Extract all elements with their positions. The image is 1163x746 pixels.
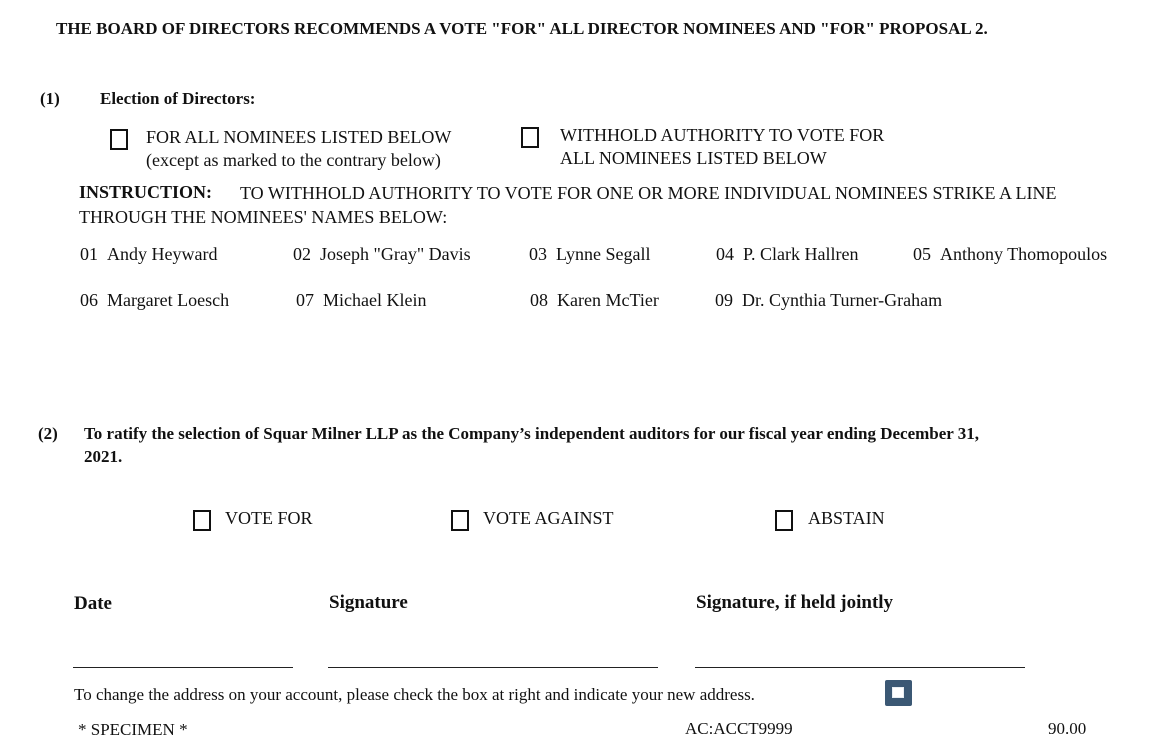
nominee-name: Margaret Loesch	[107, 290, 230, 310]
proposal-1-number: (1)	[40, 89, 60, 108]
signature-label: Signature	[329, 592, 408, 613]
nominee-number: 04	[716, 244, 734, 264]
nominee-01	[80, 244, 217, 265]
joint-signature-label: Signature, if held jointly	[696, 592, 894, 613]
nominee-number: 08	[530, 290, 548, 310]
nominee-07	[296, 290, 426, 311]
instruction-text-continued: THROUGH THE NOMINEES' NAMES BELOW:	[79, 207, 448, 227]
for-all-nominees-label: FOR ALL NOMINEES LISTED BELOW	[146, 127, 452, 147]
checkbox-square-icon	[892, 687, 904, 698]
nominee-09	[715, 290, 942, 311]
nominee-name: Lynne Segall	[556, 244, 651, 264]
withhold-authority-label: WITHHOLD AUTHORITY TO VOTE FOR	[560, 125, 885, 145]
proposal-2-text: To ratify the selection of Squar Milner LLP as the Company’s independent auditors for our fiscal year ending December 31,	[84, 424, 980, 443]
vote-for-label: VOTE FOR	[225, 508, 313, 528]
abstain-label: ABSTAIN	[808, 508, 885, 528]
for-all-nominees-checkbox[interactable]	[110, 129, 128, 150]
proposal-1-title: Election of Directors:	[100, 89, 256, 108]
nominee-number: 01	[80, 244, 98, 264]
specimen-label: * SPECIMEN *	[78, 720, 188, 739]
signature-line[interactable]	[328, 667, 658, 668]
proposal-2-number: (2)	[38, 424, 58, 443]
nominee-number: 07	[296, 290, 314, 310]
nominee-name: P. Clark Hallren	[743, 244, 859, 264]
nominee-name: Dr. Cynthia Turner-Graham	[742, 290, 943, 310]
nominee-04	[716, 244, 858, 265]
instruction-label: INSTRUCTION:	[79, 182, 213, 202]
joint-signature-line[interactable]	[695, 667, 1025, 668]
date-label: Date	[74, 593, 112, 614]
nominee-number: 05	[913, 244, 931, 264]
proposal-2-text-continued: 2021.	[84, 447, 123, 466]
board-recommendation: THE BOARD OF DIRECTORS RECOMMENDS A VOTE "FOR" ALL DIRECTOR NOMINEES AND "FOR" PROPOSAL 2.	[56, 19, 988, 38]
date-line[interactable]	[73, 667, 293, 668]
nominee-name: Michael Klein	[323, 290, 427, 310]
vote-for-checkbox[interactable]	[193, 510, 211, 531]
nominee-name: Joseph "Gray" Davis	[320, 244, 471, 264]
nominee-number: 02	[293, 244, 311, 264]
abstain-checkbox[interactable]	[775, 510, 793, 531]
withhold-authority-checkbox[interactable]	[521, 127, 539, 148]
nominee-05	[913, 244, 1107, 265]
nominee-06	[80, 290, 229, 311]
vote-against-checkbox[interactable]	[451, 510, 469, 531]
nominee-number: 03	[529, 244, 547, 264]
nominee-name: Andy Heyward	[107, 244, 218, 264]
address-change-checkbox[interactable]	[885, 680, 912, 706]
nominee-number: 06	[80, 290, 98, 310]
amount: 90.00	[1048, 719, 1087, 738]
nominee-name: Karen McTier	[557, 290, 659, 310]
nominee-02	[293, 244, 471, 265]
account-number: AC:ACCT9999	[685, 719, 793, 738]
for-all-nominees-sublabel: (except as marked to the contrary below)	[146, 150, 441, 170]
vote-against-label: VOTE AGAINST	[483, 508, 614, 528]
instruction-text: TO WITHHOLD AUTHORITY TO VOTE FOR ONE OR MORE INDIVIDUAL NOMINEES STRIKE A LINE	[240, 183, 1057, 203]
nominee-03	[529, 244, 650, 265]
nominee-08	[530, 290, 659, 311]
address-change-text: To change the address on your account, please check the box at right and indicate your new address.	[74, 685, 755, 704]
withhold-authority-sublabel: ALL NOMINEES LISTED BELOW	[560, 148, 827, 168]
nominee-name: Anthony Thomopoulos	[940, 244, 1108, 264]
nominee-number: 09	[715, 290, 733, 310]
